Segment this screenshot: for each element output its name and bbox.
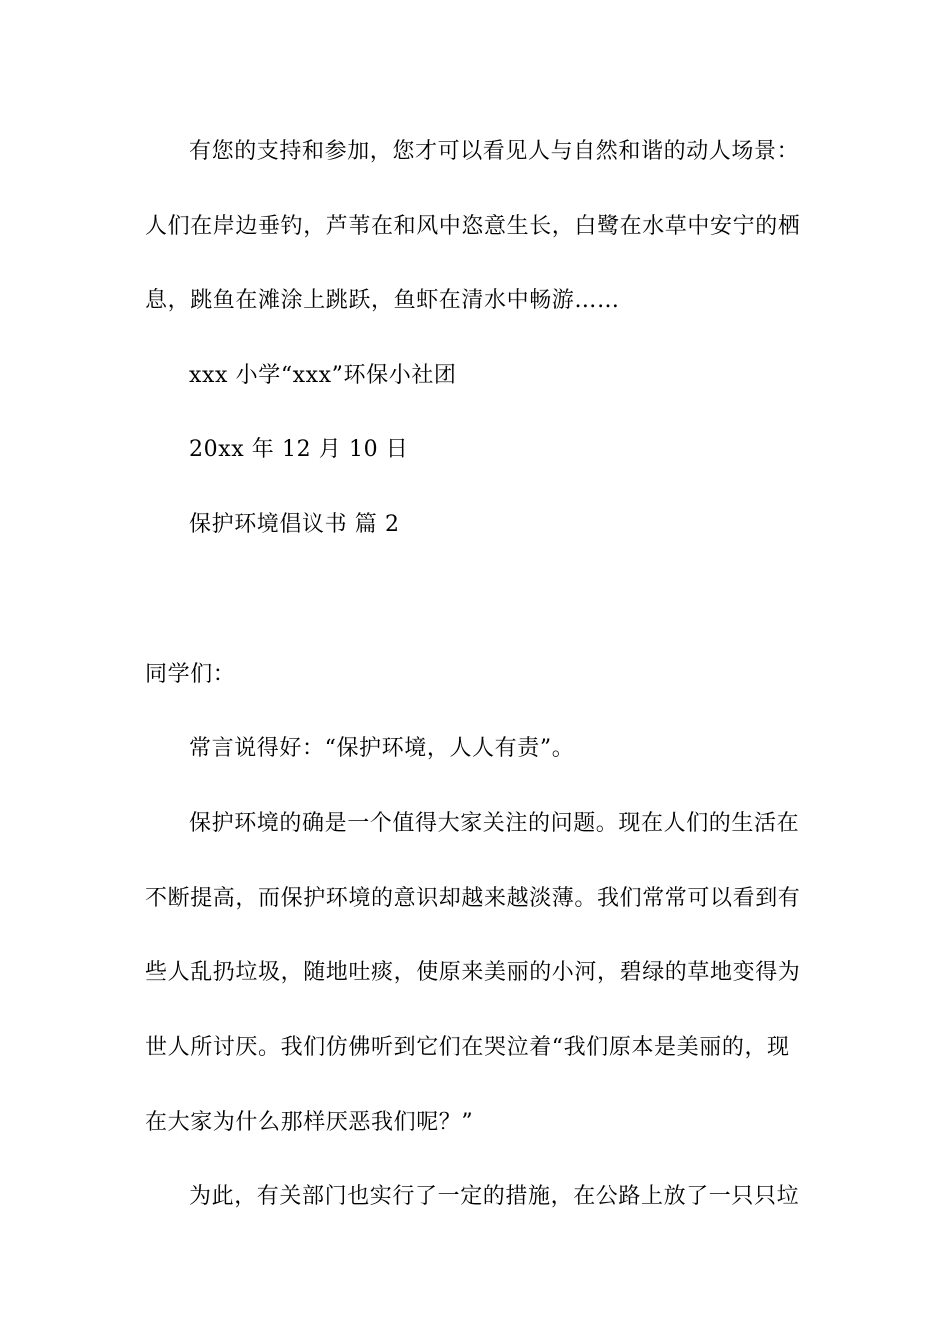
- signature-date: 20xx 年 12 月 10 日: [189, 437, 409, 462]
- paragraph-line: 为此，有关部门也实行了一定的措施，在公路上放了一只只垃: [189, 1184, 800, 1209]
- paragraph-line: 人们在岸边垂钓，芦苇在和风中恣意生长，白鹭在水草中安宁的栖: [145, 214, 801, 239]
- organization-signature: xxx 小学“xxx”环保小社团: [189, 363, 457, 388]
- paragraph-line: 世人所讨厌。我们仿佛听到它们在哭泣着“我们原本是美丽的，现: [145, 1035, 790, 1060]
- paragraph-line: 在大家为什么那样厌恶我们呢？”: [145, 1110, 474, 1135]
- section-title: 保护环境倡议书 篇 2: [189, 512, 400, 537]
- paragraph-line: 常言说得好：“保护环境，人人有责”。: [189, 736, 575, 761]
- salutation: 同学们：: [145, 662, 236, 687]
- paragraph-line: 有您的支持和参加，您才可以看见人与自然和谐的动人场景：: [189, 139, 800, 164]
- paragraph-line: 些人乱扔垃圾，随地吐痰，使原来美丽的小河，碧绿的草地变得为: [145, 960, 801, 985]
- paragraph-line: 不断提高，而保护环境的意识却越来越淡薄。我们常常可以看到有: [145, 886, 801, 911]
- paragraph-line: 息，跳鱼在滩涂上跳跃，鱼虾在清水中畅游……: [145, 288, 620, 313]
- paragraph-line: 保护环境的确是一个值得大家关注的问题。现在人们的生活在: [189, 811, 800, 836]
